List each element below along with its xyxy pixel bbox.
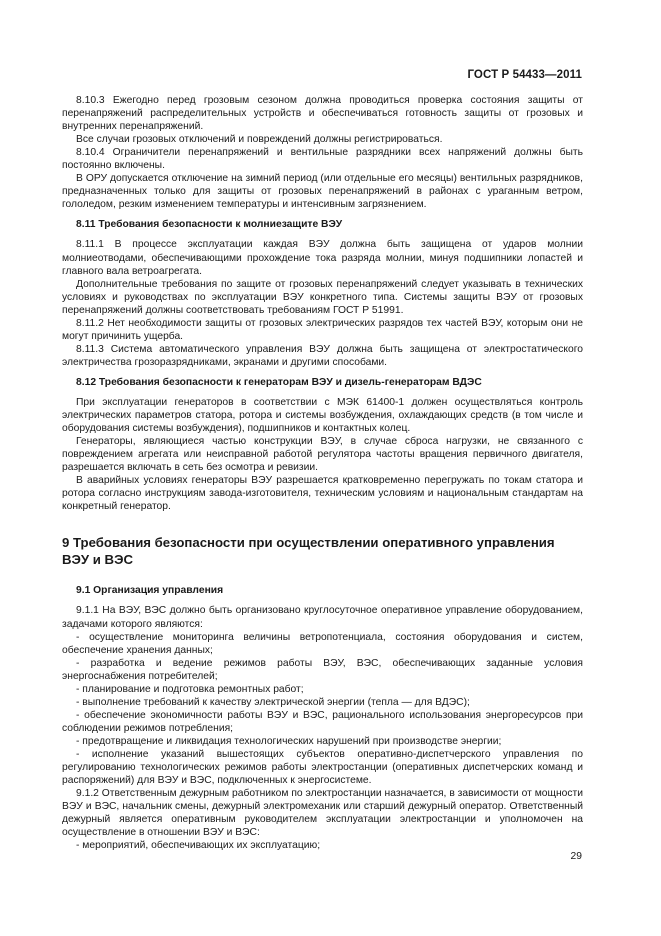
- heading-section-9: 9 Требования безопасности при осуществлении оперативного управления ВЭУ и ВЭС: [62, 535, 555, 567]
- paragraph-generators-2: Генераторы, являющиеся частью конструкции ВЭУ, в случае сброса нагрузки, не связанного с повреждением агрегата или неисправной работой регулятора частоты вращения первичного двигателя, разрешается включать в сеть без осмотра и ревизии.: [62, 436, 583, 474]
- paragraph-9-1-2: 9.1.2 Ответственным дежурным работником по электростанции назначается, в зависимости от мощности ВЭУ и ВЭС, начальник смены, дежурный электромеханик или старший дежурный оператор. Ответственный дежурный является оперативным руководителем эксплуатации электростанции и уполномочен на осуществление в отношении ВЭУ и ВЭС:: [62, 788, 583, 839]
- paragraph-oru: В ОРУ допускается отключение на зимний период (или отдельные его месяцы) вентильных разрядников, предназначенных только для защиты от грозовых перенапряжений в районах с ураганным ветром, гололедом, резким изменением температуры и интенсивным загрязнением.: [62, 173, 583, 211]
- list-item-economy: - обеспечение экономичности работы ВЭУ и ВЭС, рационального использования энергоресурсов при соблюдении режимов потребления;: [62, 709, 583, 734]
- paragraph-all-cases: Все случаи грозовых отключений и повреждений должны регистрироваться.: [76, 134, 443, 146]
- heading-8-11: 8.11 Требования безопасности к молниезащите ВЭУ: [76, 219, 343, 231]
- document-body: [62, 94, 583, 852]
- list-item-modes: - разработка и ведение режимов работы ВЭУ, ВЭС, обеспечивающих заданные условия энергоснабжения потребителей;: [62, 657, 583, 682]
- paragraph-9-1-1: 9.1.1 На ВЭУ, ВЭС должно быть организовано круглосуточное оперативное управление оборудованием, задачами которого являются:: [62, 605, 583, 630]
- paragraph-8-11-2: 8.11.2 Нет необходимости защиты от грозовых электрических разрядов тех частей ВЭУ, которым они не могут причинить ущерба.: [62, 317, 583, 342]
- list-item-monitoring: - осуществление мониторинга величины ветропотенциала, состояния оборудования и систем, обеспечение хранения данных;: [62, 631, 583, 656]
- page-number: 29: [570, 851, 582, 862]
- paragraph-generators-1: При эксплуатации генераторов в соответствии с МЭК 61400-1 должен осуществляться контроль электрических параметров статора, ротора и системы возбуждения, охлаждающих средств (в том числе и оборудования системы возбуждения), подшипников и контактных колец.: [62, 396, 583, 435]
- heading-8-12: 8.12 Требования безопасности к генераторам ВЭУ и дизель-генераторам ВДЭС: [76, 376, 482, 388]
- list-item-planning: - планирование и подготовка ремонтных работ;: [76, 683, 304, 695]
- list-item-dispatch: - исполнение указаний вышестоящих субъектов оперативно-диспетчерского управления по регулированию технологических режимов работы электростанции (оперативных диспетчерских команд и распоряжений) для ВЭУ и ВЭС, подключенных к энергосистеме.: [62, 748, 583, 787]
- paragraph-additional-requirements: Дополнительные требования по защите от грозовых перенапряжений следует указывать в технических условиях и руководствах по эксплуатации ВЭУ конкретного типа. Системы защиты ВЭУ от грозовых перенапряжений должны соответствовать требованиям ГОСТ Р 51991.: [62, 278, 583, 316]
- list-item-operation: - мероприятий, обеспечивающих их эксплуатацию;: [76, 840, 321, 852]
- heading-9-1: 9.1 Организация управления: [76, 585, 224, 597]
- list-item-prevention: - предотвращение и ликвидация технологических нарушений при производстве энергии;: [76, 735, 502, 747]
- paragraph-8-10-4: 8.10.4 Ограничители перенапряжений и вентильные разрядники всех напряжений должны быть постоянно включены.: [62, 147, 583, 172]
- paragraph-8-10-3: 8.10.3 Ежегодно перед грозовым сезоном должна проводиться проверка состояния защиты от перенапряжений распределительных устройств и обеспечиваться готовность защиты от грозовых и внутренних перенапряжений.: [62, 95, 583, 133]
- paragraph-8-11-1: 8.11.1 В процессе эксплуатации каждая ВЭУ должна быть защищена от ударов молнии молниеотводами, обеспечивающими прохождение тока разряда молнии, минуя подшипники лопастей и главного вала ветроагрегата.: [62, 239, 583, 277]
- paragraph-generators-3: В аварийных условиях генераторы ВЭУ разрешается кратковременно перегружать по токам статора и ротора согласно инструкциям завода-изготовителя, техническим условиям и национальным стандартам на конкретный генератор.: [62, 475, 583, 513]
- document-header: ГОСТ Р 54433—2011: [467, 69, 582, 81]
- paragraph-8-11-3: 8.11.3 Система автоматического управления ВЭУ должна быть защищена от электростатического электричества грозоразрядниками, экранами и другими способами.: [62, 343, 583, 368]
- list-item-quality: - выполнение требований к качеству электрической энергии (тепла — для ВДЭС);: [76, 696, 470, 708]
